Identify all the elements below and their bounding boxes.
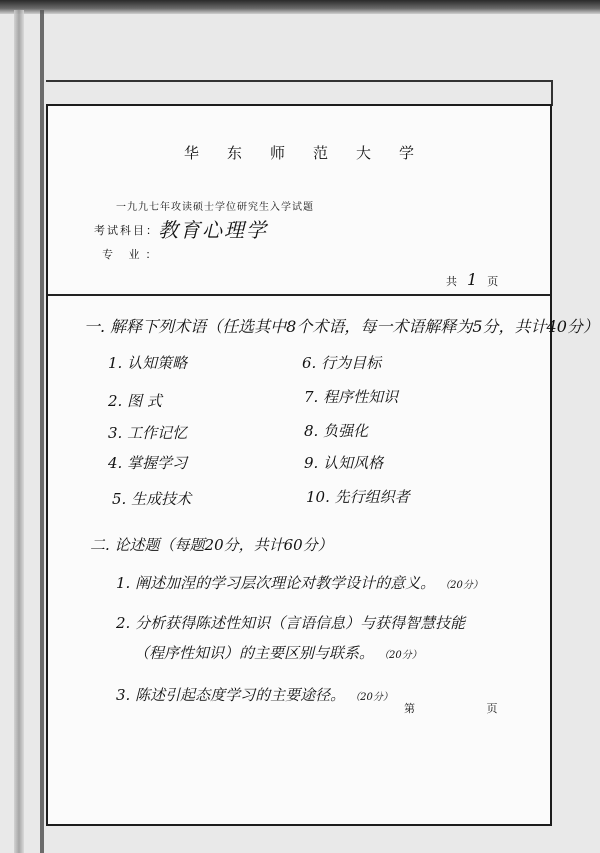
header-divider	[48, 294, 550, 296]
question-2-line1: 2. 分析获得陈述性知识（言语信息）与获得智慧技能	[116, 614, 466, 632]
total-pages	[446, 270, 502, 289]
scan-shadow-top	[0, 0, 600, 14]
exam-sheet	[46, 104, 599, 826]
total-count: 1	[467, 270, 482, 289]
total-prefix: 共	[446, 275, 461, 288]
question-1	[116, 572, 483, 593]
term-4: 4. 掌握学习	[108, 454, 188, 472]
question-2-points: （20分）	[384, 650, 422, 661]
question-3-points: （20分）	[355, 692, 393, 703]
term-1: 1. 认知策略	[108, 354, 188, 372]
question-1-points: （20分）	[445, 580, 483, 591]
university-name: 华东师范大学	[183, 144, 442, 162]
right-rule	[551, 80, 553, 106]
subject-label: 考试科目：	[94, 224, 159, 237]
term-2: 2. 图 式	[108, 392, 162, 410]
question-3-text: 3. 陈述引起态度学习的主要途径。	[116, 686, 346, 704]
term-3: 3. 工作记忆	[108, 424, 188, 442]
section2-heading: 二. 论述题（每题20分，共计60分）	[90, 536, 333, 554]
question-1-text: 1. 阐述加涅的学习层次理论对教学设计的意义。	[116, 574, 436, 592]
term-10: 10. 先行组织者	[306, 488, 410, 506]
question-3	[116, 684, 393, 705]
binding-edge	[40, 10, 44, 853]
page-footer: 第 页	[404, 702, 532, 715]
question-2-text: （程序性知识）的主要区别与联系。	[134, 644, 375, 662]
binding-spine	[14, 10, 24, 853]
term-7: 7. 程序性知识	[304, 388, 399, 406]
subject-value: 教育心理学	[158, 218, 268, 242]
term-6: 6. 行为目标	[302, 354, 382, 372]
exam-title: 一九九七年攻读硕士学位研究生入学试题	[116, 202, 314, 213]
total-suffix: 页	[487, 275, 503, 288]
section1-heading: 一. 解释下列术语（任选其中8个术语，每一术语解释为5分，共计40分）	[84, 317, 599, 336]
term-8: 8. 负强化	[304, 422, 369, 440]
question-2-line2	[134, 642, 422, 663]
term-9: 9. 认知风格	[304, 454, 384, 472]
major-label: 专 业：	[102, 248, 163, 261]
term-5: 5. 生成技术	[112, 490, 192, 508]
top-rule	[46, 80, 552, 82]
